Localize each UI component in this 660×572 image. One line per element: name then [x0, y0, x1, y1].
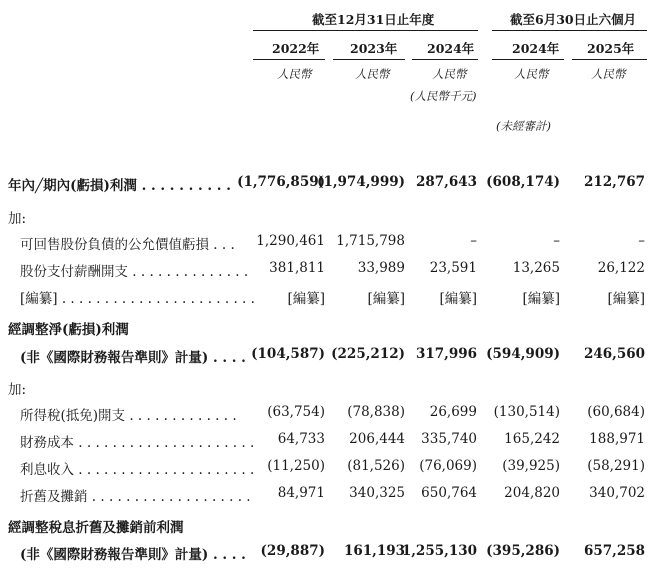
header-rule-half	[492, 30, 647, 31]
row-value: (1,974,999)	[317, 174, 405, 190]
row-value: (104,587)	[251, 346, 325, 362]
header-year-2023: 2023年	[350, 41, 398, 56]
header-half-2025: 2025年	[587, 41, 635, 56]
unit-2023: 人民幣	[355, 67, 390, 81]
header-group-year: 截至12月31日止年度	[312, 12, 435, 27]
row-value: 64,733	[277, 431, 325, 447]
row-value: [編纂]	[367, 291, 405, 307]
row-value: –	[553, 233, 560, 249]
header-rule-col-5	[572, 59, 647, 60]
row-value: [編纂]	[522, 291, 560, 307]
unit-2022: 人民幣	[277, 67, 312, 81]
row-label: 加:	[8, 211, 27, 227]
row-value: 204,820	[504, 485, 560, 501]
row-value: 1,715,798	[336, 233, 405, 249]
row-value: [編纂]	[287, 291, 325, 307]
row-value: 188,971	[589, 431, 645, 447]
row-value: (78,838)	[347, 404, 405, 420]
row-value: 84,971	[277, 485, 325, 501]
row-value: 381,811	[269, 260, 325, 276]
row-value: (225,212)	[331, 346, 405, 362]
unit-sub-2024: (人民幣千元)	[410, 89, 477, 103]
row-label: 利息收入 . . . . . . . . . . . . . . . . . . . . .	[20, 462, 255, 478]
row-value: (130,514)	[493, 404, 560, 420]
row-label: [編纂] . . . . . . . . . . . . . . . . . . . . . . .	[20, 291, 255, 307]
row-value: 26,699	[429, 404, 477, 420]
row-value: –	[470, 233, 477, 249]
unit-half-2025: 人民幣	[591, 67, 626, 81]
row-value: –	[638, 233, 645, 249]
row-value: (29,887)	[260, 543, 325, 559]
row-value: 657,258	[583, 543, 645, 559]
header-rule-year	[253, 30, 478, 31]
row-value: 165,242	[504, 431, 560, 447]
row-value: (11,250)	[267, 458, 325, 474]
row-label: 經調整淨(虧損)利潤	[8, 322, 129, 338]
row-value: [編纂]	[607, 291, 645, 307]
row-value: 23,591	[429, 260, 477, 276]
row-value: 287,643	[415, 174, 477, 190]
row-value: 650,764	[421, 485, 477, 501]
row-label: 折舊及攤銷 . . . . . . . . . . . . . . . . . . .	[20, 489, 251, 505]
row-value: (39,925)	[502, 458, 560, 474]
row-value: 1,290,461	[256, 233, 325, 249]
row-value: 26,122	[597, 260, 645, 276]
row-label: 加:	[8, 382, 27, 398]
row-value: 246,560	[583, 346, 645, 362]
row-value: (63,754)	[267, 404, 325, 420]
row-label: (非《國際財務報告準則》計量) . . . .	[20, 350, 246, 366]
row-value: [編纂]	[439, 291, 477, 307]
unaudited-note: (未經審計)	[496, 119, 551, 133]
row-label: 所得稅(抵免)開支 . . . . . . . . . . . . .	[20, 408, 237, 424]
row-value: 212,767	[583, 174, 645, 190]
unit-half-2024: 人民幣	[514, 67, 549, 81]
unit-2024: 人民幣	[432, 67, 467, 81]
header-rule-col-3	[412, 59, 478, 60]
row-value: 33,989	[357, 260, 405, 276]
row-value: (58,291)	[587, 458, 645, 474]
row-label: 經調整稅息折舊及攤銷前利潤	[8, 520, 184, 536]
row-label: (非《國際財務報告準則》計量) . . . .	[20, 547, 246, 563]
row-value: 206,444	[349, 431, 405, 447]
header-rule-col-2	[333, 59, 405, 60]
row-value: (608,174)	[486, 174, 560, 190]
row-label: 可回售股份負債的公允價值虧損 . . .	[20, 237, 235, 253]
header-half-2024: 2024年	[512, 41, 560, 56]
row-value: (60,684)	[587, 404, 645, 420]
row-value: (395,286)	[486, 543, 560, 559]
row-value: 161,193	[343, 543, 405, 559]
header-group-half: 截至6月30日止六個月	[510, 12, 637, 27]
header-year-2022: 2022年	[272, 41, 320, 56]
row-value: 1,255,130	[401, 543, 477, 559]
row-value: (594,909)	[486, 346, 560, 362]
row-value: 317,996	[415, 346, 477, 362]
header-rule-col-4	[492, 59, 564, 60]
row-value: (76,069)	[419, 458, 477, 474]
row-value: (81,526)	[347, 458, 405, 474]
row-value: 340,702	[589, 485, 645, 501]
row-label: 年內╱期內(虧損)利潤 . . . . . . . . . .	[8, 178, 231, 194]
row-value: 340,325	[349, 485, 405, 501]
row-value: 335,740	[421, 431, 477, 447]
header-rule-col-1	[253, 59, 325, 60]
row-label: 股份支付薪酬開支 . . . . . . . . . . . . . .	[20, 264, 249, 280]
row-value: 13,265	[512, 260, 560, 276]
header-year-2024: 2024年	[427, 41, 475, 56]
row-label: 財務成本 . . . . . . . . . . . . . . . . . . . . .	[20, 435, 255, 451]
row-value: (1,776,859)	[237, 174, 325, 190]
